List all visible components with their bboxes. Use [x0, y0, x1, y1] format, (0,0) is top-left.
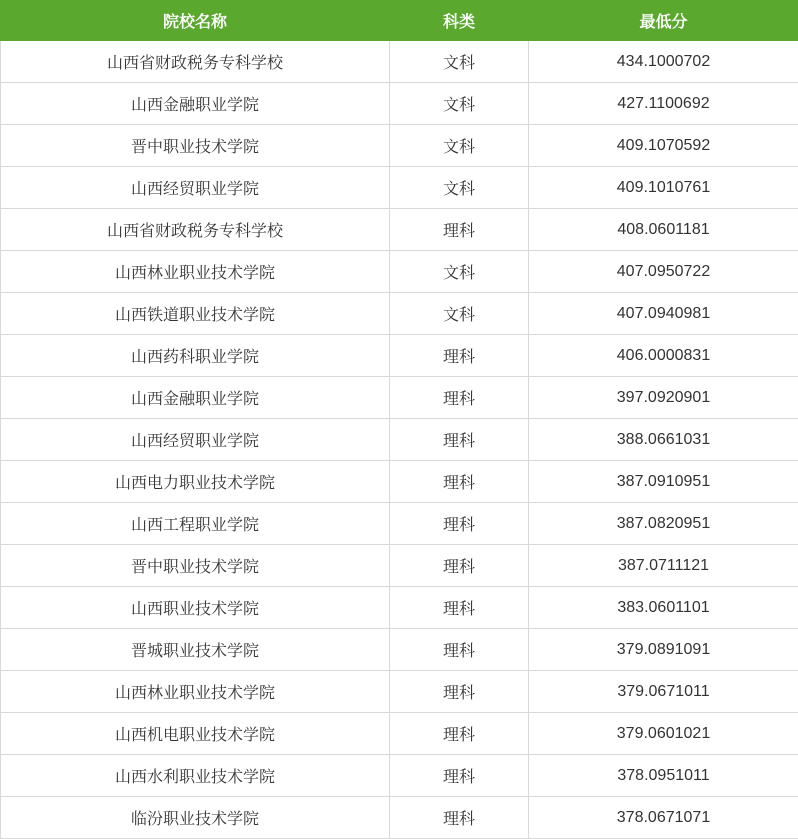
cell-subject-type: 文科	[390, 41, 529, 83]
cell-subject-type: 理科	[390, 671, 529, 713]
cell-school-name: 山西省财政税务专科学校	[1, 209, 390, 251]
cell-school-name: 山西经贸职业学院	[1, 167, 390, 209]
table-row	[1, 713, 798, 755]
cell-min-score: 387.0910951	[529, 461, 798, 503]
column-header-name: 院校名称	[1, 1, 390, 41]
cell-subject-type: 文科	[390, 167, 529, 209]
table-row	[1, 671, 798, 713]
cell-school-name: 晋中职业技术学院	[1, 545, 390, 587]
cell-min-score: 408.0601181	[529, 209, 798, 251]
table-row	[1, 503, 798, 545]
cell-subject-type: 理科	[390, 419, 529, 461]
cell-subject-type: 理科	[390, 209, 529, 251]
cell-subject-type: 理科	[390, 335, 529, 377]
cell-min-score: 383.0601101	[529, 587, 798, 629]
table-row	[1, 755, 798, 797]
cell-subject-type: 理科	[390, 629, 529, 671]
cell-school-name: 山西林业职业技术学院	[1, 251, 390, 293]
cell-min-score: 379.0891091	[529, 629, 798, 671]
cell-school-name: 山西电力职业技术学院	[1, 461, 390, 503]
cell-school-name: 山西水利职业技术学院	[1, 755, 390, 797]
table-row	[1, 167, 798, 209]
cell-subject-type: 文科	[390, 251, 529, 293]
cell-min-score: 407.0950722	[529, 251, 798, 293]
table-row	[1, 377, 798, 419]
cell-subject-type: 文科	[390, 125, 529, 167]
cell-subject-type: 理科	[390, 713, 529, 755]
table-row	[1, 587, 798, 629]
cell-min-score: 434.1000702	[529, 41, 798, 83]
cell-subject-type: 理科	[390, 587, 529, 629]
table-row	[1, 419, 798, 461]
cell-min-score: 388.0661031	[529, 419, 798, 461]
cell-min-score: 378.0671071	[529, 797, 798, 839]
cell-min-score: 427.1100692	[529, 83, 798, 125]
cell-school-name: 临汾职业技术学院	[1, 797, 390, 839]
cell-min-score: 397.0920901	[529, 377, 798, 419]
cell-subject-type: 理科	[390, 755, 529, 797]
cell-school-name: 山西省财政税务专科学校	[1, 41, 390, 83]
cell-min-score: 406.0000831	[529, 335, 798, 377]
cell-school-name: 晋中职业技术学院	[1, 125, 390, 167]
cell-min-score: 379.0671011	[529, 671, 798, 713]
cell-subject-type: 理科	[390, 797, 529, 839]
cell-min-score: 387.0820951	[529, 503, 798, 545]
column-header-type: 科类	[390, 1, 529, 41]
cell-school-name: 晋城职业技术学院	[1, 629, 390, 671]
cell-subject-type: 理科	[390, 377, 529, 419]
cell-min-score: 379.0601021	[529, 713, 798, 755]
cell-school-name: 山西林业职业技术学院	[1, 671, 390, 713]
table-row	[1, 797, 798, 839]
cell-subject-type: 理科	[390, 503, 529, 545]
cell-school-name: 山西铁道职业技术学院	[1, 293, 390, 335]
cell-subject-type: 文科	[390, 293, 529, 335]
table-row	[1, 545, 798, 587]
table-header-row	[1, 1, 798, 41]
table-row	[1, 629, 798, 671]
cell-min-score: 378.0951011	[529, 755, 798, 797]
cell-min-score: 409.1010761	[529, 167, 798, 209]
cell-subject-type: 理科	[390, 545, 529, 587]
cell-subject-type: 理科	[390, 461, 529, 503]
cell-school-name: 山西金融职业学院	[1, 377, 390, 419]
table-row	[1, 83, 798, 125]
cell-school-name: 山西工程职业学院	[1, 503, 390, 545]
cell-school-name: 山西经贸职业学院	[1, 419, 390, 461]
cell-school-name: 山西机电职业技术学院	[1, 713, 390, 755]
cell-min-score: 387.0711121	[529, 545, 798, 587]
cell-school-name: 山西金融职业学院	[1, 83, 390, 125]
table-row	[1, 41, 798, 83]
cell-min-score: 407.0940981	[529, 293, 798, 335]
cell-min-score: 409.1070592	[529, 125, 798, 167]
table-row	[1, 251, 798, 293]
cell-school-name: 山西职业技术学院	[1, 587, 390, 629]
table-header	[1, 1, 798, 41]
column-header-score: 最低分	[529, 1, 798, 41]
table-row	[1, 335, 798, 377]
table-row	[1, 293, 798, 335]
table-row	[1, 125, 798, 167]
table-body	[1, 41, 798, 839]
table-row	[1, 209, 798, 251]
table-row	[1, 461, 798, 503]
cell-subject-type: 文科	[390, 83, 529, 125]
cell-school-name: 山西药科职业学院	[1, 335, 390, 377]
